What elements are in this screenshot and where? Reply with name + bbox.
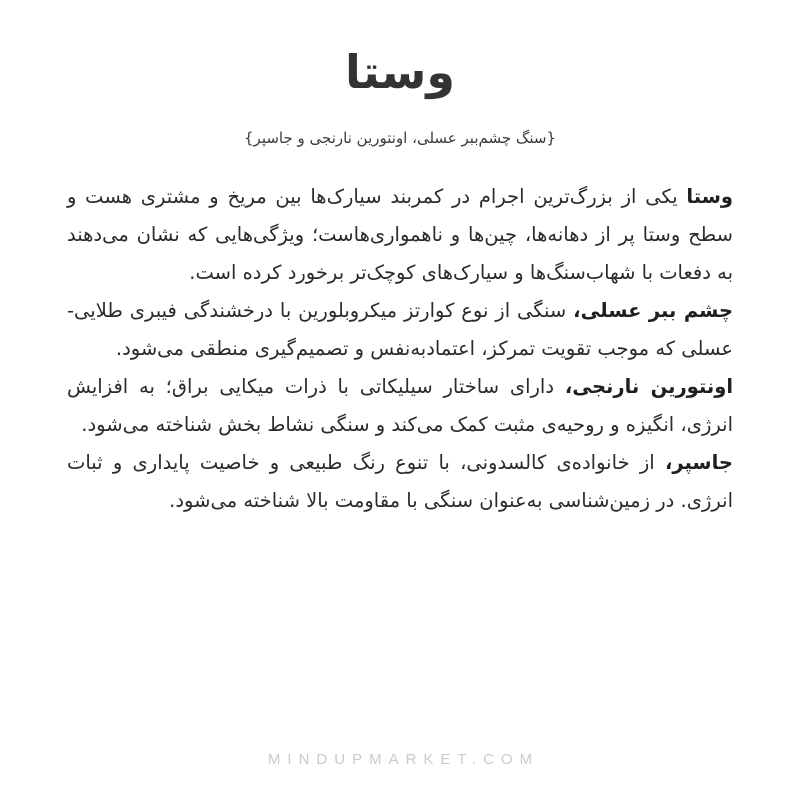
page-title: وستا <box>345 45 455 99</box>
page-subtitle: {سنگ چشم‌ببر عسلی، اونتورین نارنجی و جاسپر} <box>244 129 556 147</box>
paragraph-lead-orange-aventurine: اونتورین نارنجی، <box>564 375 733 398</box>
paragraph-text-orange-aventurine: دارای ساختار سیلیکاتی با ذرات میکایی براق؛ به افزایش انرژی، انگیزه و روحیه‌ی مثبت کمک می‌کند و سنگی نشاط بخش شناخته می‌شود. <box>67 375 733 436</box>
paragraph-lead-vesta: وستا <box>686 185 733 208</box>
paragraph-text-jasper: از خانواده‌ی کالسدونی، با تنوع رنگ طبیعی و خاصیت پایداری و ثبات انرژی. در زمین‌شناسی به‌عنوان سنگی با مقاومت بالا شناخته می‌شود. <box>67 451 733 512</box>
paragraph-orange-aventurine <box>67 368 733 444</box>
paragraph-lead-tigers-eye: چشم ببر عسلی، <box>573 299 734 322</box>
paragraph-jasper <box>67 444 733 520</box>
paragraph-vesta <box>67 178 733 292</box>
paragraph-tigers-eye <box>67 292 733 368</box>
paragraph-text-vesta: یکی از بزرگ‌ترین اجرام در کمربند سیارک‌ها بین مریخ و مشتری هست و سطح وستا پر از دهانه‌ها، چین‌ها و ناهمواری‌هاست؛ ویژگی‌هایی که نشان می‌دهند به دفعات با شهاب‌سنگ‌ها و سیارک‌های کوچک‌تر برخورد کرده است. <box>67 185 733 284</box>
paragraph-text-tigers-eye: سنگی از نوع کوارتز میکروبلورین با درخشندگی فیبری طلایی-عسلی که موجب تقویت تمرکز، اعتمادبه‌نفس و تصمیم‌گیری منطقی می‌شود. <box>67 299 733 360</box>
footer-brand: MINDUPMARKET.COM <box>267 751 540 768</box>
paragraph-lead-jasper: جاسپر، <box>664 451 733 474</box>
body-content <box>67 178 733 520</box>
